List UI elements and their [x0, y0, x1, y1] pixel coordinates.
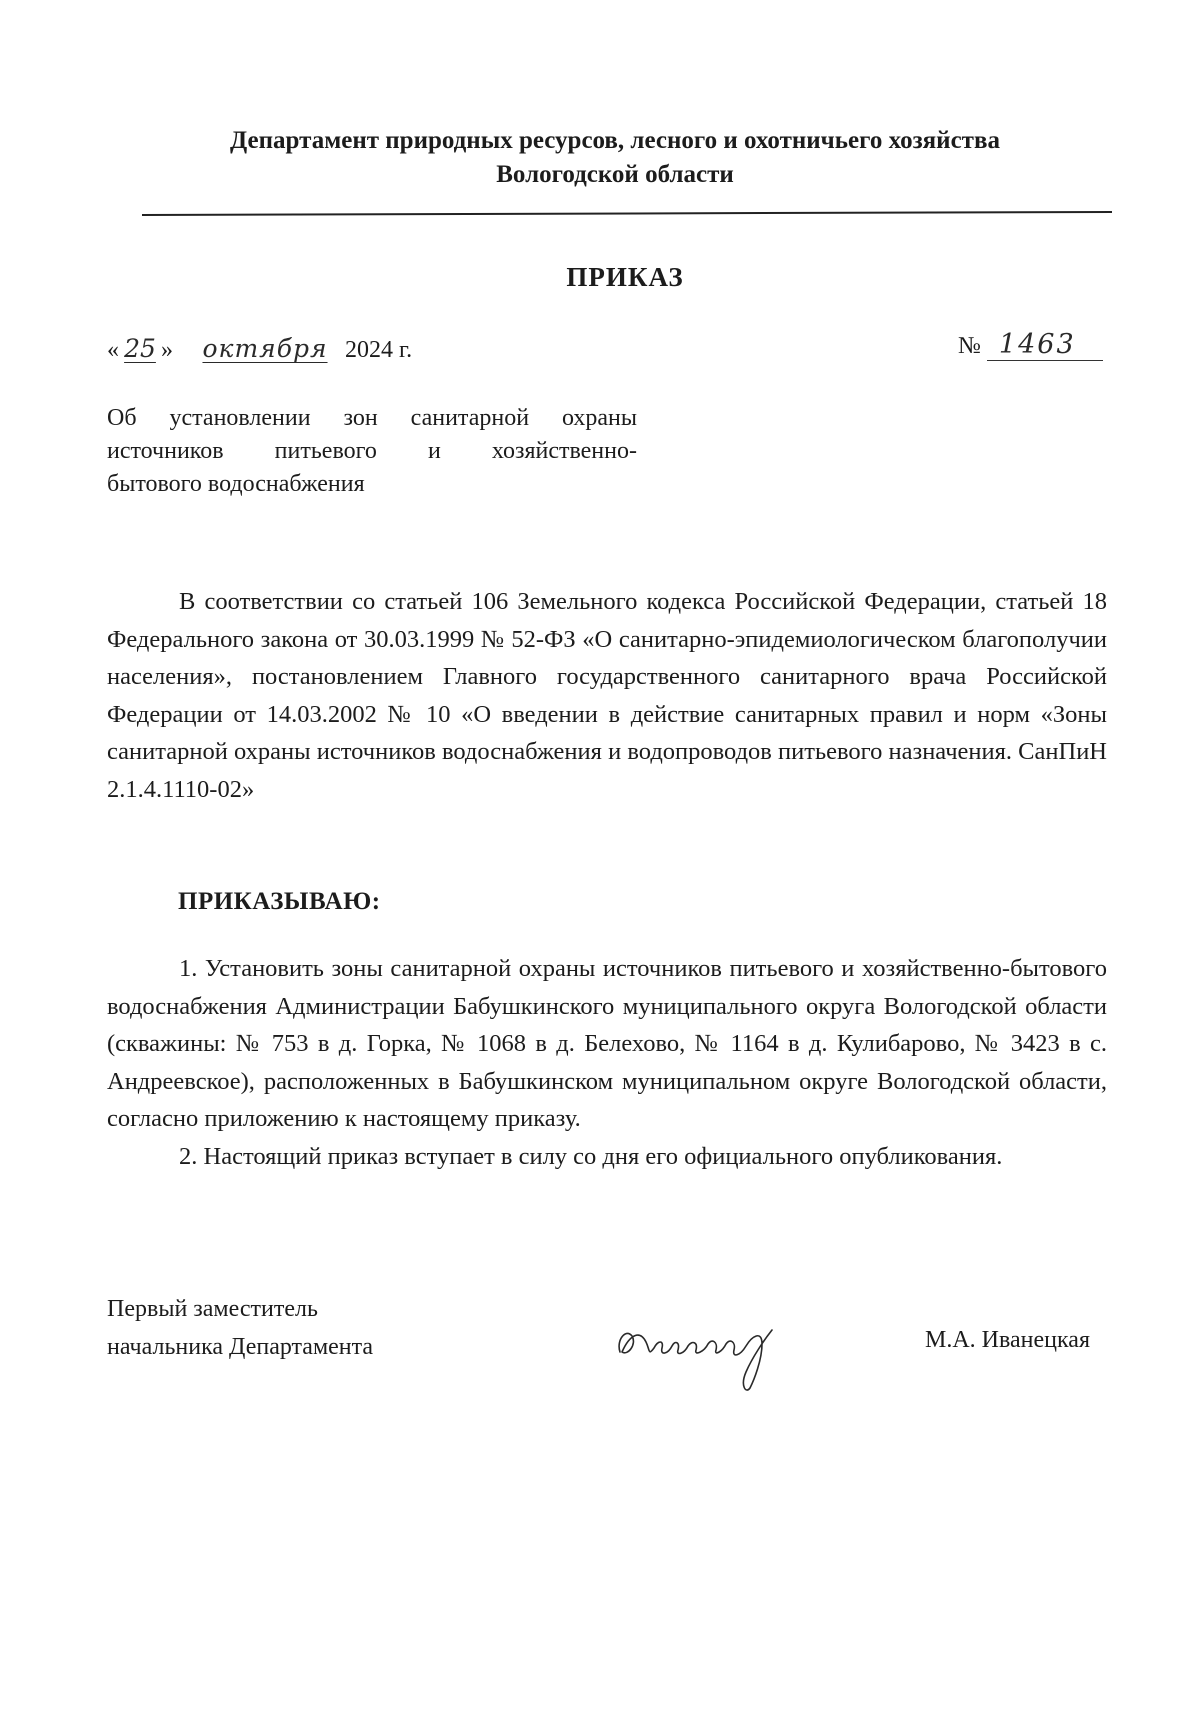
- handwritten-signature: [612, 1300, 792, 1395]
- order-subject: [107, 402, 637, 501]
- signatory-position-line1: Первый заместитель: [107, 1296, 318, 1322]
- number-value-handwritten: 1463: [987, 330, 1103, 361]
- subject-line2: источников питьевого и хозяйственно-: [107, 438, 637, 464]
- order-items: [107, 950, 1107, 1175]
- department-name-line1: Департамент природных ресурсов, лесного и охотничьего хозяйства: [230, 127, 1000, 154]
- date-year: 2024 г.: [345, 337, 413, 363]
- date-month-handwritten: октября: [202, 334, 328, 363]
- signatory-position: [107, 1290, 373, 1366]
- header-divider: [142, 211, 1112, 216]
- date-close-quote: »: [161, 337, 173, 363]
- department-header: [130, 124, 1100, 192]
- date-open-quote: «: [107, 337, 119, 363]
- order-item-1: 1. Установить зоны санитарной охраны источников питьевого и хозяйственно-бытового водоснабжения Администрации Бабушкинского муниципального округа Вологодской области (скважины: № 753 в д. Горка, № 1068 в д. Белехово, № 1164 в д. Кулибарово, № 3423 в с. Андреевское), расположенных в Бабушкинском муниципальном округе Вологодской области, согласно приложению к настоящему приказу.: [107, 955, 1107, 1132]
- subject-line1: Об установлении зон санитарной охраны: [107, 405, 637, 431]
- department-name-line2: Вологодской области: [496, 161, 734, 188]
- order-date: [107, 334, 412, 364]
- signatory-position-line2: начальника Департамента: [107, 1334, 374, 1360]
- subject-line3: бытового водоснабжения: [107, 471, 365, 497]
- number-prefix: №: [958, 333, 981, 359]
- preamble: [107, 583, 1107, 808]
- order-directive-heading: ПРИКАЗЫВАЮ:: [178, 888, 381, 915]
- order-item-2: 2. Настоящий приказ вступает в силу со дня его официального опубликования.: [179, 1142, 1003, 1170]
- date-day-handwritten: 25: [124, 334, 156, 363]
- document-title: ПРИКАЗ: [566, 262, 684, 292]
- order-number: [958, 330, 1103, 361]
- preamble-text: В соответствии со статьей 106 Земельного кодекса Российской Федерации, статьей 18 Федерального закона от 30.03.1999 № 52-ФЗ «О санитарно-эпидемиологическом благополучии населения», постановлением Главного государственного санитарного врача Российской Федерации от 14.03.2002 № 10 «О введении в действие санитарных правил и норм «Зоны санитарной охраны источников водоснабжения и водопроводов питьевого назначения. СанПиН 2.1.4.1110-02»: [107, 588, 1107, 803]
- signatory-name: М.А. Иванецкая: [925, 1327, 1090, 1353]
